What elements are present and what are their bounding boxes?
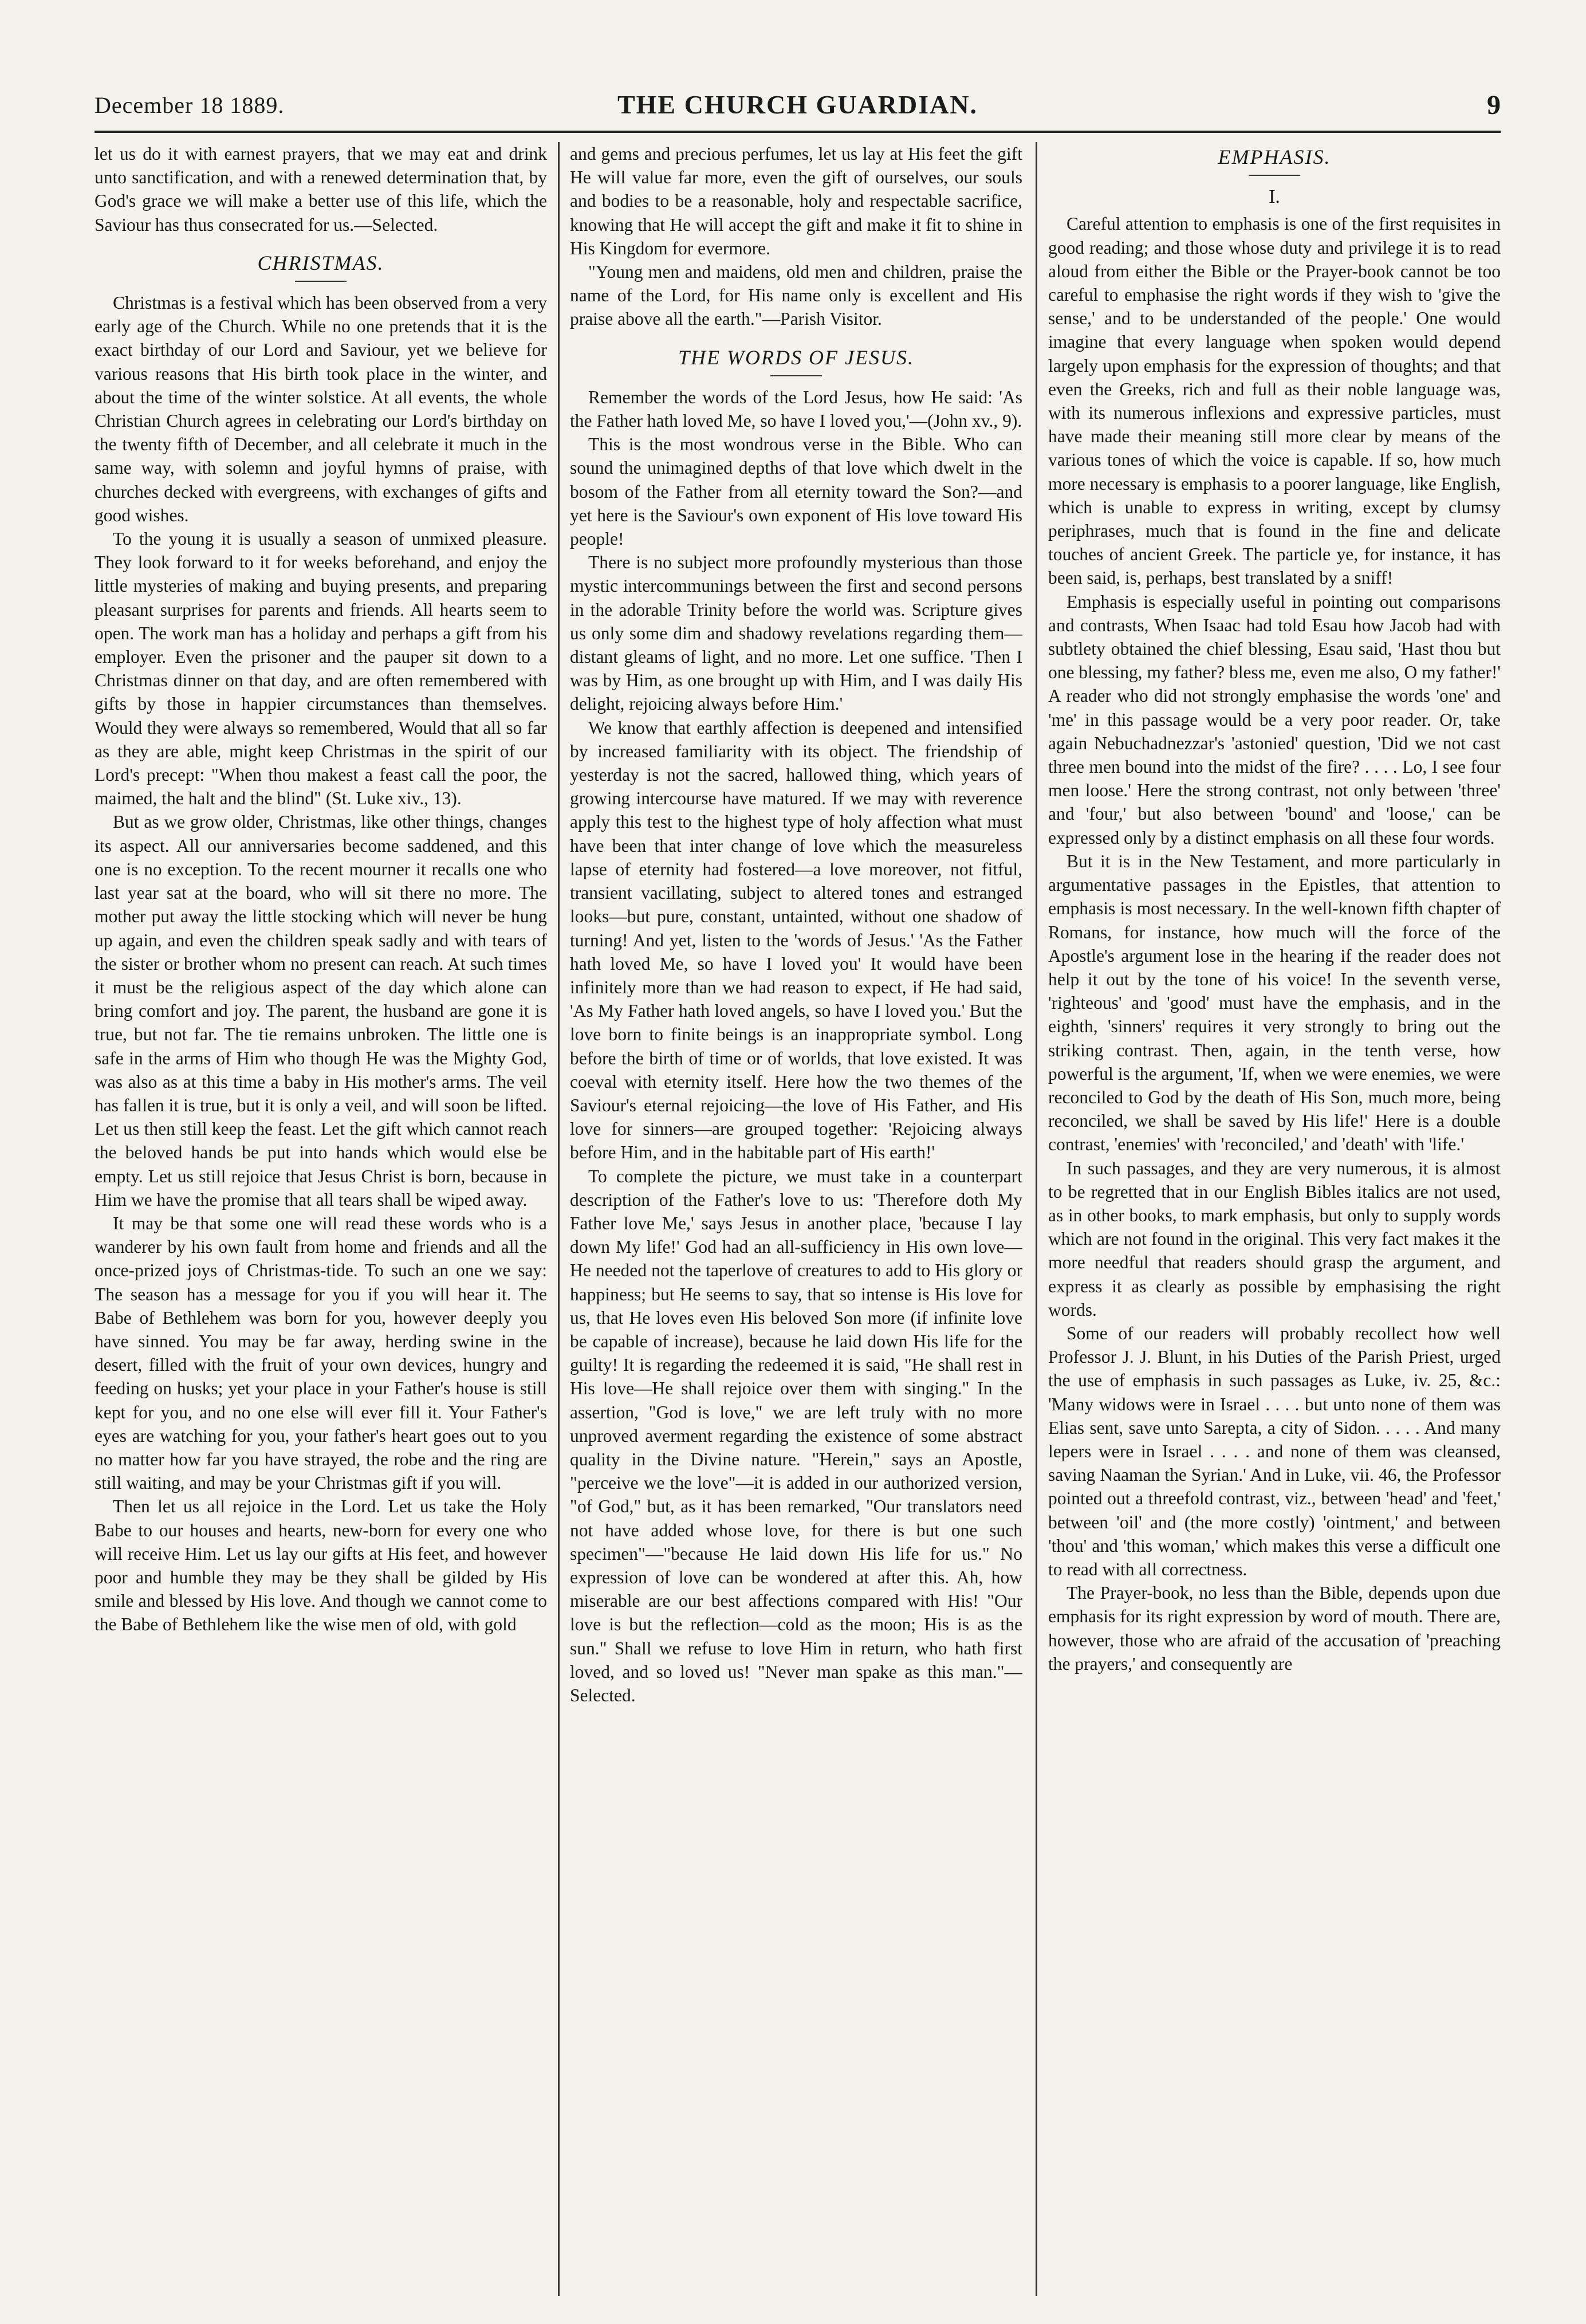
page-number: 9 [1487, 90, 1501, 120]
column-3 [1048, 142, 1501, 2302]
column-2 [570, 142, 1022, 2302]
article-paragraph: let us do it with earnest prayers, that we may eat and drink unto sanctification, and with a renewed determination that, by God's grace we will make a better use of this life, which the Saviour has thus consecrated for us.—Selected. [95, 144, 547, 235]
article-paragraph: There is no subject more profoundly mysterious than those mystic intercommunings between the first and second persons in the adorable Trinity before the world was. Scripture gives us only some dim and shadowy revelations regarding them—distant gleams of light, and no more. Let one suffice. 'Then I was by Him, as one brought up with Him, and I was daily His delight, rejoicing always before Him.' [570, 552, 1022, 714]
article-paragraph: Remember the words of the Lord Jesus, how He said: 'As the Father hath loved Me, so have I loved you,'—(John xv., 9). [570, 387, 1022, 431]
article-paragraph: To complete the picture, we must take in a counterpart description of the Father's love to us: 'Therefore doth My Father love Me,' says Jesus in another place, 'because I lay down My life!' God had an all-sufficiency in His own love—He needed not the taperlove of creatures to add to His glory or happiness; but He seems to say, that so intense is His love for us, that He loves even His beloved Son more (if infinite love be capable of increase), because he laid down His life for the guilty! It is regarding the redeemed it is said, "He shall rest in His love—He shall rejoice over them with singing." In the assertion, "God is love," we are left truly with no more unproved averment regarding the existence of some abstract quality in the Divine nature. "Herein," says an Apostle, "perceive we the love"—it is added in our authorized version, "of God," but, as it has been remarked, "Our translators need not have added whose love, for there is but one such specimen"—"because He laid down His life for us." No expression of love can be wondered at after this. Ah, how miserable are our best affections compared with His! "Our love is but the reflection—cold as the moon; His is as the sun." Shall we refuse to love Him in return, who hath first loved, and so loved us! "Never man spake as this man."—Selected. [570, 1166, 1022, 1705]
article-heading: THE WORDS OF JESUS. [678, 345, 914, 369]
article-paragraph: But it is in the New Testament, and more particularly in argumentative passages in the Epistles, that attention to emphasis is most necessary. In the well-known fifth chapter of Romans, for instance, how much will the force of the Apostle's argument lose in the hearing if the reader does not help it out by the tone of his voice! In the seventh verse, 'righteous' and 'good' must have the emphasis, and in the eighth, 'sinners' requires it very strongly to bring out the striking contrast. Then, again, in the tenth verse, how powerful is the argument, 'If, when we were enemies, we were reconciled to God by the death of His Son, much more, being reconciled, we shall be saved by His life!' Here is a double contrast, 'enemies' with 'reconciled,' and 'death' with 'life.' [1048, 851, 1501, 1155]
article-paragraph: We know that earthly affection is deepened and intensified by increased familiarity with its object. The friendship of yesterday is not the sacred, hallowed thing, which years of growing intercourse have matured. If we may with reverence apply this test to the highest type of holy affection what must have been that inter change of love which the measureless lapse of eternity had fostered—a love moreover, not fitful, transient vacillating, subject to altered tones and estranged looks—but pure, constant, untainted, without one shadow of turning! And yet, listen to the 'words of Jesus.' 'As the Father hath loved Me, so have I loved you' It would have been infinitely more than we had reason to expect, if He had said, 'As My Father hath loved angels, so have I loved you.' But the love born to finite beings is an inappropriate symbol. Long before the birth of time or of worlds, that love existed. It was coeval with eternity itself. Here how the two themes of the Saviour's eternal rejoicing—the love of His Father, and His love for sinners—are grouped together: 'Rejoicing always before Him, and in the habitable part of His earth!' [570, 717, 1022, 1163]
header-rule [95, 131, 1501, 133]
article-paragraph: But as we grow older, Christmas, like other things, changes its aspect. All our anniversaries become saddened, and this one is no exception. To the recent mourner it recalls one who last year sat at the board, who will sit there no more. The mother put away the little stocking which will never be hung up again, and even the children speak sadly and with tears of the sister or brother whom no present can reach. At such times it must be the religious aspect of the day which alone can bring comfort and joy. The parent, the husband are gone it is true, but not far. The tie remains unbroken. The little one is safe in the arms of Him who though He was the Mighty God, was also as at this time a baby in His mother's arms. The veil has fallen it is true, but it is only a veil, and will soon be lifted. Let us then still keep the feast. Let the gift which cannot reach the beloved hands be put into hands which would else be empty. Let us still rejoice that Jesus Christ is born, because in Him we have the promise that all tears shall be wiped away. [95, 812, 547, 1210]
article-heading: EMPHASIS. [1218, 146, 1331, 168]
article-paragraph: and gems and precious perfumes, let us lay at His feet the gift He will value far more, even the gift of ourselves, our souls and bodies to be a reasonable, holy and respectable sacrifice, knowing that He will accept the gift and make it fit to shine in His Kingdom for evermore. [570, 144, 1022, 258]
heading-rule [770, 375, 822, 376]
section-number: I. [1269, 186, 1280, 208]
article-paragraph: This is the most wondrous verse in the Bible. Who can sound the unimagined depths of that love which dwelt in the bosom of the Father from all eternity toward the Son?—and yet here is the Saviour's own exponent of His love toward His people! [570, 434, 1022, 549]
article-paragraph: Christmas is a festival which has been observed from a very early age of the Church. While no one pretends that it is the exact birthday of our Lord and Saviour, yet we believe for various reasons that His birth took place in the winter, and about the time of the winter solstice. At all events, the whole Christian Church agrees in celebrating our Lord's birthday on the twenty fifth of December, and all celebrate it much in the same way, with solemn and joyful hymns of praise, with churches decked with evergreens, with exchanges of gifts and good wishes. [95, 293, 547, 525]
article-heading: CHRISTMAS. [257, 251, 384, 274]
article-paragraph: Emphasis is especially useful in pointing out comparisons and contrasts, When Isaac had told Esau how Jacob had with subtlety obtained the chief blessing, Esau said, 'Hast thou but one blessing, my father? bless me, even me also, O my father!' A reader who did not strongly emphasise the words 'one' and 'me' in this passage would be a very poor reader. Or, take again Nebuchadnezzar's 'astonied' question, 'Did we not cast three men bound into the midst of the fire? . . . . Lo, I see four men loose.' Here the strong contrast, not only between 'three' and 'four,' but also between 'bound' and 'loose,' can be expressed only by a distinct emphasis on all these four words. [1048, 591, 1501, 848]
column-divider [1036, 142, 1037, 2296]
heading-rule [1249, 175, 1300, 176]
article-paragraph: It may be that some one will read these words who is a wanderer by his own fault from home and friends and all the once-prized joys of Christmas-tide. To such an one we say: The season has a message for you if you will hear it. The Babe of Bethlehem was born for you, however deeply you have sinned. You may be far away, herding swine in the desert, filled with the fruit of your own devices, hungry and feeding on husks; yet your place in your Father's house is still kept for you, and no one else will ever fill it. Your Father's eyes are watching for you, your father's heart goes out to you no matter how far you have strayed, the robe and the ring are still waiting, and may be your Christmas gift if you will. [95, 1213, 547, 1493]
article-paragraph: The Prayer-book, no less than the Bible, depends upon due emphasis for its right expression by word of mouth. There are, however, those who are afraid of the accusation of 'preaching the prayers,' and consequently are [1048, 1583, 1501, 1674]
column-divider [558, 142, 560, 2296]
article-paragraph: Some of our readers will probably recollect how well Professor J. J. Blunt, in his Duties of the Parish Priest, urged the use of emphasis in such passages as Luke, iv. 25, &c.: 'Many widows were in Israel . . . . but unto none of them was Elias sent, save unto Sarepta, a city of Sidon. . . . . And many lepers were in Israel . . . . and none of them was cleansed, saving Naaman the Syrian.' And in Luke, vii. 46, the Professor pointed out a threefold contrast, viz., between 'head' and 'feet,' between 'oil' and (the more costly) 'ointment,' and between 'thou' and 'this woman,' which makes this verse a difficult one to read with all correctness. [1048, 1323, 1501, 1579]
column-1 [95, 142, 547, 2302]
article-paragraph: In such passages, and they are very numerous, it is almost to be regretted that in our English Bibles italics are not used, as in other books, to mark emphasis, but only to supply words which are not found in the original. This very fact makes it the more needful that readers should grasp the argument, and express it as clearly as possible by emphasising the right words. [1048, 1158, 1501, 1320]
masthead-title: THE CHURCH GUARDIAN. [617, 90, 978, 119]
issue-date: December 18 1889. [95, 92, 285, 118]
article-paragraph: "Young men and maidens, old men and children, praise the name of the Lord, for His name only is excellent and His praise above all the earth."—Parish Visitor. [570, 262, 1022, 329]
article-paragraph: To the young it is usually a season of unmixed pleasure. They look forward to it for weeks beforehand, and enjoy the little mysteries of making and buying presents, and preparing pleasant surprises for parents and friends. All hearts seem to open. The work man has a holiday and perhaps a gift from his employer. Even the prisoner and the pauper sit down to a Christmas dinner on that day, and are often remembered with gifts by those in happier circumstances than themselves. Would they were always so remembered, Would that all so far as they are able, might keep Christmas in the spirit of our Lord's precept: "When thou makest a feast call the poor, the maimed, the halt and the blind" (St. Luke xiv., 13). [95, 529, 547, 809]
page-header [95, 86, 1501, 126]
article-paragraph: Then let us all rejoice in the Lord. Let us take the Holy Babe to our houses and hearts, new-born for every one who will receive Him. Let us lay our gifts at His feet, and however poor and humble they may be they shall be gilded by His smile and blessed by His love. And though we cannot come to the Babe of Bethlehem like the wise men of old, with gold [95, 1496, 547, 1635]
article-paragraph: Careful attention to emphasis is one of the first requisites in good reading; and those whose duty and privilege it is to read aloud from either the Bible or the Prayer-book cannot be too careful to emphasise the right words if they wish to 'give the sense,' and to be understanded of the people.' One would imagine that every language when spoken would depend largely upon emphasis for the expression of thoughts; and that even the Greeks, rich and full as their noble language was, with its numerous inflexions and expressive particles, must have made their meaning still more clear by means of the various tones of which the voice is capable. If so, how much more necessary is emphasis to a poorer language, like English, which is unable to express in writing, except by clumsy periphrases, much that is found in the fine and delicate touches of ancient Greek. The particle ye, for instance, it has been said, is, perhaps, best translated by a sniff! [1048, 214, 1501, 588]
heading-rule [295, 281, 347, 282]
